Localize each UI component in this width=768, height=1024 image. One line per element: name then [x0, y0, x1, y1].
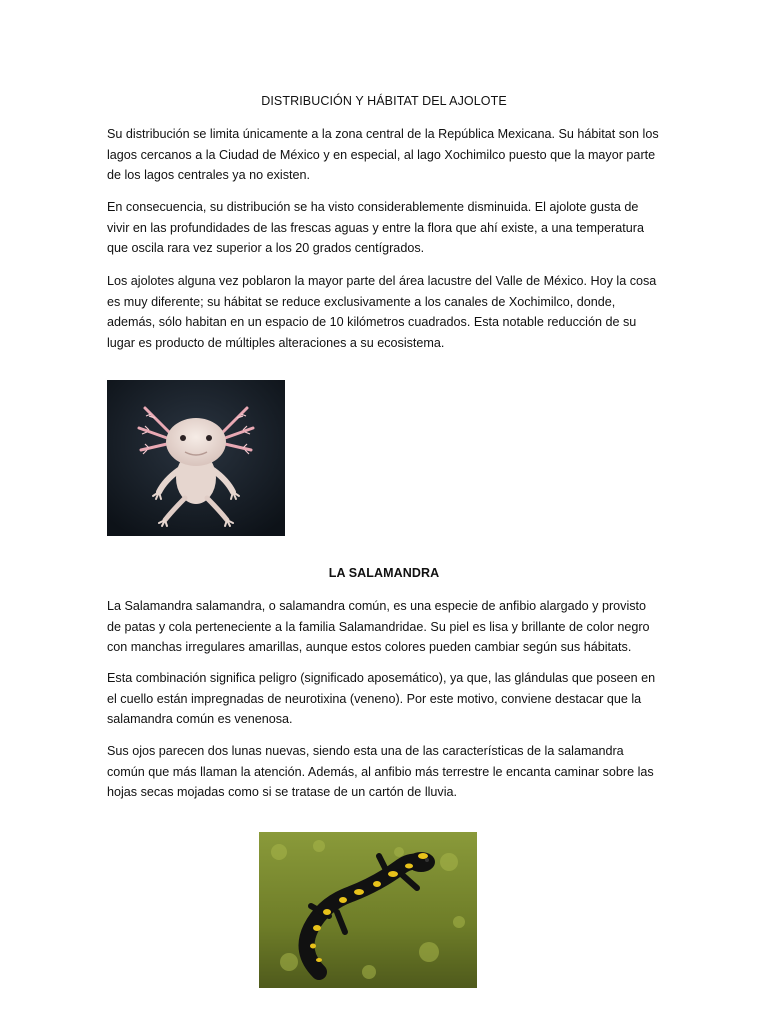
paragraph-ajolote-2: En consecuencia, su distribución se ha visto considerablemente disminuida. El ajolote gusta de vivir en las profundidades de las frescas aguas y entre la flora que ahí existe, a una temperatura que oscila rara vez superior a los 20 grados centígrados. — [107, 200, 644, 255]
salamander-photo — [259, 832, 477, 988]
section-title-salamandra: LA SALAMANDRA — [328, 566, 440, 580]
paragraph-ajolote-3: Los ajolotes alguna vez poblaron la mayor parte del área lacustre del Valle de México. Hoy la cosa es muy diferente; su hábitat se reduce exclusivamente a los canales de Xochimilco, donde, además, sólo habitan en un espacio de 10 kilómetros cuadrados. Esta notable reducción de su lugar es producto de múltiples alteraciones a su ecosistema. — [107, 274, 657, 350]
paragraph-salamandra-2: Esta combinación significa peligro (significado aposemático), ya que, las glándulas que poseen en el cuello están impregnadas de neurotixina (veneno). Por este motivo, conviene destacar que la salamandra común es venenosa. — [107, 671, 656, 726]
paragraph-salamandra-3: Sus ojos parecen dos lunas nuevas, siendo esta una de las características de la salamandra común que más llaman la atención. Además, al anfibio más terrestre le encanta caminar sobre las hojas secas mojadas como si se tratase de un cartón de lluvia. — [107, 744, 654, 799]
paragraph-ajolote-1: Su distribución se limita únicamente a la zona central de la República Mexicana. Su hábitat son los lagos cercanos a la Ciudad de México y en especial, al lago Xochimilco puesto que la mayor parte de los lagos centrales ya no existen. — [107, 127, 659, 182]
paragraph-salamandra-1: La Salamandra salamandra, o salamandra común, es una especie de anfibio alargado y provisto de patas y cola perteneciente a la familia Salamandridae. Su piel es lisa y brillante de color negro con manchas irregulares amarillas, aunque estos colores pueden cambiar según sus hábitats. — [107, 599, 650, 654]
axolotl-photo — [107, 380, 285, 536]
section-title-ajolote: DISTRIBUCIÓN Y HÁBITAT DEL AJOLOTE — [261, 94, 507, 108]
